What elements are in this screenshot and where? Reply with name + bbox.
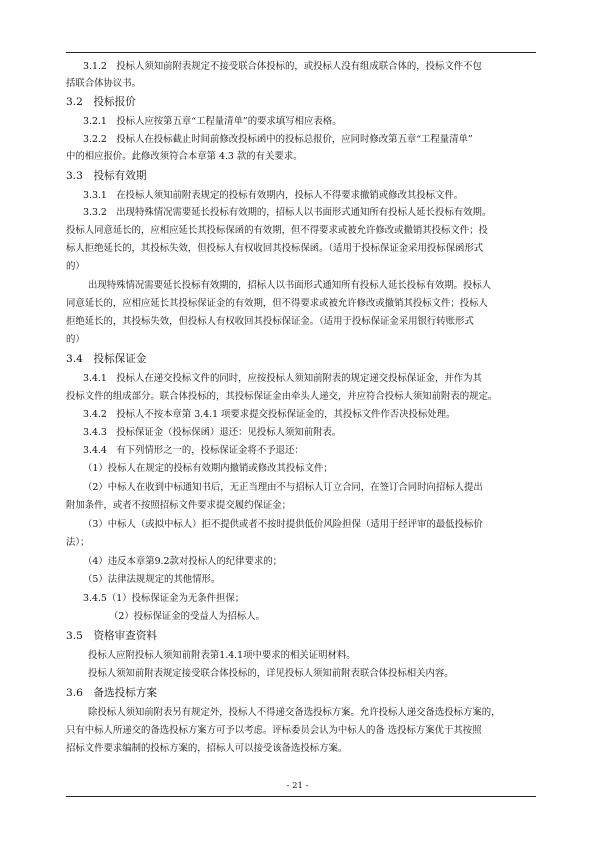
body-text-line: 附加条件，或者不按照招标文件要求提交履约保证金； <box>66 500 292 511</box>
section-heading: 3.2 投标报价 <box>66 96 136 108</box>
body-text-line: 只有中标人所递交的备选投标方案方可予以考虑。评标委员会认为中标人的备 选投标方案优于其按照 <box>66 725 482 736</box>
body-text-line: 3.4.3 投标保证金（投标保函）退还：见投标人须知前附表。 <box>83 427 342 438</box>
body-text-line: 同意延长的，应相应延长其投标保证金的有效期，但不得要求或被允许修改或撤销其投标文件；投标人 <box>66 298 488 309</box>
page-number: - 21 - <box>286 781 309 791</box>
body-text-line: 3.4.4 有下列情形之一的，投标保证金将不予退还： <box>83 445 304 456</box>
body-text-line: （2）中标人在收到中标通知书后，无正当理由不与招标人订立合同，在签订合同时向招标人提出 <box>83 482 483 493</box>
body-text-line: 投标人应附投标人须知前附表第1.4.1项中要求的相关证明材料。 <box>88 650 356 661</box>
body-text-line: 3.4.1 投标人在递交投标文件的同时，应按投标人须知前附表的规定递交投标保证金，并作为其 <box>83 373 482 384</box>
body-text-line: 标人拒绝延长的，其投标失效，但投标人有权收回其投标保函。（适用于投标保证金采用投标保函形式 <box>66 243 484 254</box>
body-text-line: 投标文件的组成部分。联合体投标的，其投标保证金由牵头人递交，并应符合投标人须知前附表的规定。 <box>66 391 498 402</box>
body-text-line: 括联合体协议书。 <box>66 78 142 89</box>
body-text-line: 招标文件要求编制的投标方案的，招标人可以接受该备选投标方案。 <box>66 743 348 754</box>
body-text-line: 3.3.2 出现特殊情况需要延长投标有效期的，招标人以书面形式通知所有投标人延长投标有效期。 <box>83 207 492 218</box>
section-heading: 3.4 投标保证金 <box>66 353 147 365</box>
body-text-line: 除投标人须知前附表另有规定外，投标人不得递交备选投标方案。允许投标人递交备选投标方案的， <box>88 707 501 718</box>
body-text-line: 3.3.1 在投标人须知前附表规定的投标有效期内，投标人不得要求撤销或修改其投标文件。 <box>83 190 464 201</box>
body-text-line: （3）中标人（或拟中标人）拒不提供或者不按时提供低价风险担保（适用于经评审的最低投标价 <box>83 519 483 530</box>
body-text-line: （1）投标人在规定的投标有效期内撤销或修改其投标文件； <box>83 463 333 474</box>
body-text-line: 3.1.2 投标人须知前附表规定不接受联合体投标的，或投标人没有组成联合体的，投标文件不包 <box>83 61 482 72</box>
body-text-line: 3.2.1 投标人应按第五章“工程量清单”的要求填写相应表格。 <box>83 116 342 127</box>
body-text-line: 的） <box>66 261 85 272</box>
body-text-line: 3.2.2 投标人在投标截止时间前修改投标函中的投标总报价，应同时修改第五章“工程量清单” <box>83 134 473 145</box>
body-text-line: 3.4.5（1）投标保证金为无条件担保； <box>83 593 245 604</box>
body-text-line: 出现特殊情况需要延长投标有效期的，招标人以书面形式通知所有投标人延长投标有效期。投标人 <box>88 280 492 291</box>
body-text-line: 法）； <box>66 537 90 548</box>
body-text-line: 中的相应报价。此修改须符合本章第 4.3 款的有关要求。 <box>66 151 303 162</box>
body-text-line: 投标人须知前附表规定接受联合体投标的，详见投标人须知前附表联合体投标相关内容。 <box>88 668 454 679</box>
body-text-line: 的） <box>66 334 85 345</box>
body-text-line: （4）违反本章第9.2款对投标人的纪律要求的； <box>83 556 283 567</box>
body-text-line: 3.4.2 投标人不按本章第 3.4.1 项要求提交投标保证金的，其投标文件作否决投标处理。 <box>83 409 456 420</box>
footer-rule <box>66 796 536 797</box>
section-heading: 3.6 备选投标方案 <box>66 687 158 699</box>
section-heading: 3.5 资格审查资料 <box>66 630 158 642</box>
body-text-line: 投标人同意延长的，应相应延长其投标保函的有效期，但不得要求或被允许修改或撤销其投标文件；投 <box>66 225 488 236</box>
section-heading: 3.3 投标有效期 <box>66 170 147 182</box>
body-text-line: （5）法律法规规定的其他情形。 <box>83 574 221 585</box>
body-text-line: （2）投标保证金的受益人为招标人。 <box>109 611 265 622</box>
header-rule <box>66 52 536 53</box>
body-text-line: 拒绝延长的，其投标失效，但投标人有权收回其投标保证金。（适用于投标保证金采用银行转账形式 <box>66 316 474 327</box>
